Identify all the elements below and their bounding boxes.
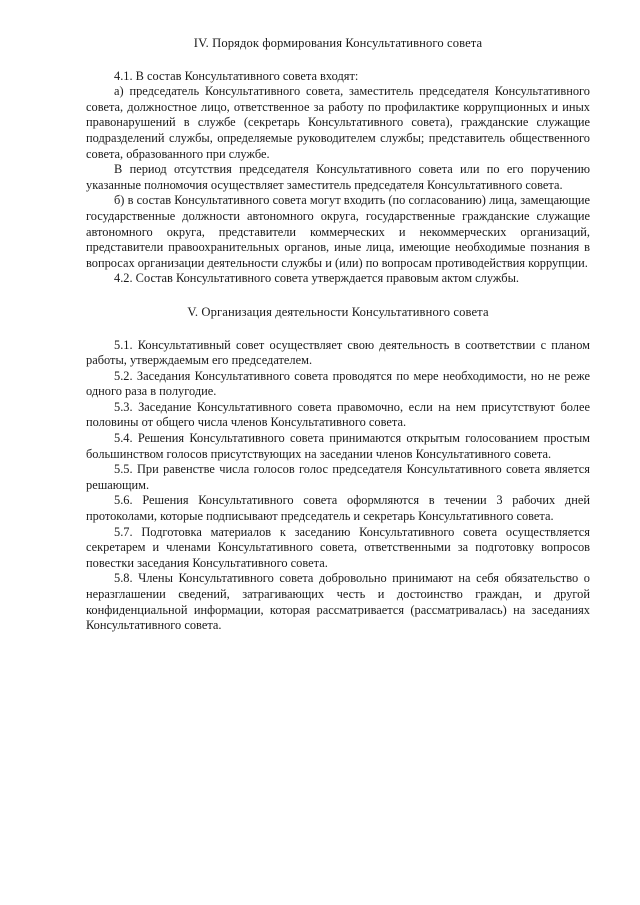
paragraph-4-1: 4.1. В состав Консультативного совета входят: <box>114 68 359 83</box>
paragraph-5-4: 5.4. Решения Консультативного совета принимаются открытым голосованием простым большинством голосов присутствующих на заседании членов Консультативного совета. <box>86 431 590 461</box>
section-5-heading: V. Организация деятельности Консультативного совета <box>187 304 489 319</box>
paragraph-5-8: 5.8. Члены Консультативного совета добровольно принимают на себя обязательство о неразглашении сведений, затрагивающих честь и достоинство граждан, и другой конфиденциальной информации, которая рассматривается (рассматривалась) на заседаниях Консультативного совета. <box>86 571 590 633</box>
paragraph-4-2: 4.2. Состав Консультативного совета утверждается правовым актом службы. <box>114 271 520 286</box>
paragraph-5-7: 5.7. Подготовка материалов к заседанию Консультативного совета осуществляется секретарем и членами Консультативного совета, ответственными за подготовку вопросов повестки заседания Консультативного совета. <box>86 524 590 570</box>
paragraph-5-5: 5.5. При равенстве числа голосов голос председателя Консультативного совета является решающим. <box>86 462 590 492</box>
paragraph-4-1-b: б) в состав Консультативного совета могут входить (по согласованию) лица, замещающие государственные должности автономного округа, государственные гражданские служащие автономного округа, представители коммерческих и некоммерческих организаций, представители правоохранительных органов, иные лица, имеющие необходимые познания в вопросах организации деятельности службы и (или) по вопросам противодействия коррупции. <box>86 193 590 270</box>
paragraph-4-1-a: а) председатель Консультативного совета, заместитель председателя Консультативного совета, должностное лицо, ответственное за работу по профилактике коррупционных и иных правонарушений в службе (секретарь Консультативного совета), гражданские служащие подразделений службы, определяемые руководителем службы; представитель общественного совета, образованного при службе. <box>86 84 590 161</box>
section-4-heading: IV. Порядок формирования Консультативного совета <box>193 36 483 50</box>
paragraph-5-2: 5.2. Заседания Консультативного совета проводятся по мере необходимости, но не реже одного раза в полугодие. <box>86 368 590 399</box>
paragraph-4-1-absence: В период отсутствия председателя Консультативного совета или по его поручению указанные полномочия осуществляет заместитель председателя Консультативного совета. <box>86 162 590 192</box>
paragraph-5-6: 5.6. Решения Консультативного совета оформляются в течении 3 рабочих дней протоколами, которые подписывают председатель и секретарь Консультативного совета. <box>86 493 590 524</box>
document-body <box>86 36 590 634</box>
paragraph-5-1: 5.1. Консультативный совет осуществляет свою деятельность в соответствии с планом работы, утверждаемым его председателем. <box>86 337 590 368</box>
paragraph-5-3: 5.3. Заседание Консультативного совета правомочно, если на нем присутствуют более половины от общего числа членов Консультативного совета. <box>86 399 590 430</box>
